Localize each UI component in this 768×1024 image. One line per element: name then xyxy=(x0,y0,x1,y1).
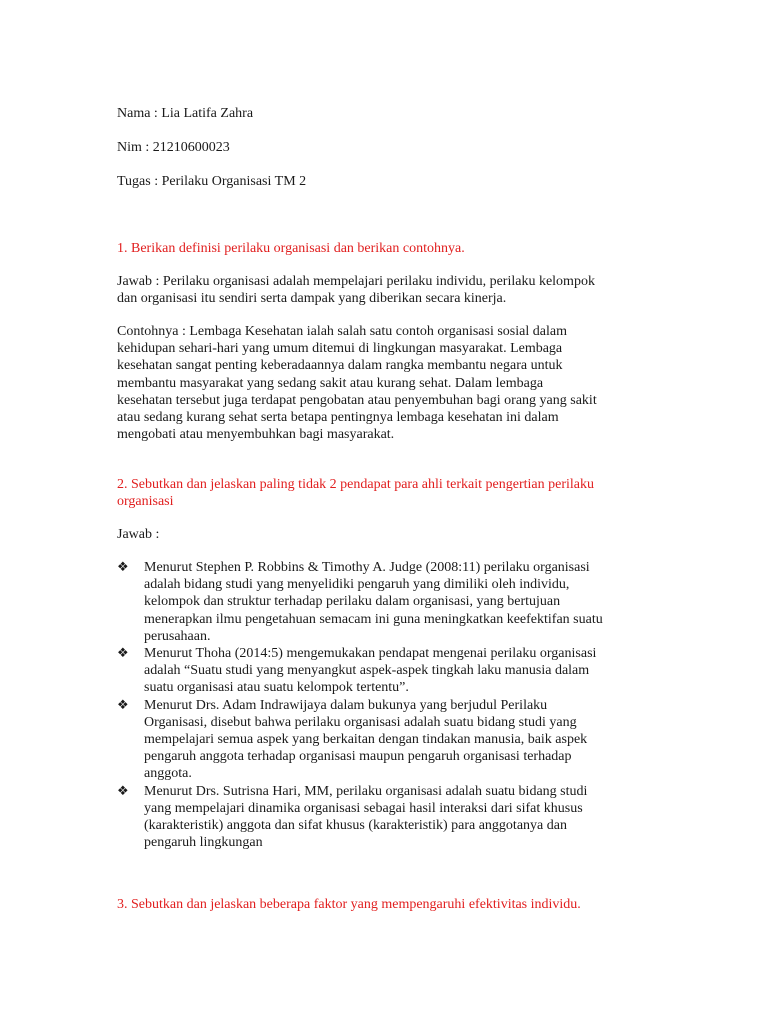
example-1 xyxy=(117,323,657,443)
list-item-line: Menurut Stephen P. Robbins & Timothy A. Judge (2008:11) perilaku organisasi xyxy=(144,560,590,575)
example-1-line: Contohnya : Lembaga Kesehatan ialah salah satu contoh organisasi sosial dalam xyxy=(117,324,567,339)
diamond-bullet-icon: ❖ xyxy=(117,646,129,662)
question-2-line: organisasi xyxy=(117,494,174,510)
answer-2-label: Jawab : xyxy=(117,527,160,542)
answer-1 xyxy=(117,273,657,307)
question-3: 3. Sebutkan dan jelaskan beberapa faktor yang mempengaruhi efektivitas individu. xyxy=(117,897,581,912)
list-item xyxy=(117,697,657,783)
list-item-line: Organisasi, disebut bahwa perilaku organisasi adalah suatu bidang studi yang xyxy=(144,714,577,730)
diamond-bullet-icon: ❖ xyxy=(117,783,129,799)
expert-opinion-list xyxy=(117,559,657,851)
list-item xyxy=(117,559,657,645)
list-item-line: yang mempelajari dinamika organisasi sebagai hasil interaksi dari sifat khusus xyxy=(144,800,583,816)
question-2-line: 2. Sebutkan dan jelaskan paling tidak 2 pendapat para ahli terkait pengertian perilaku xyxy=(117,477,594,492)
list-item xyxy=(117,783,657,852)
example-1-line: atau sedang kurang sehat serta betapa pentingnya lembaga kesehatan ini dalam xyxy=(117,410,559,426)
example-1-line: kesehatan sangat penting keberadaannya dalam rangka membantu negara untuk xyxy=(117,358,563,374)
example-1-line: membantu masyarakat yang sedang sakit atau kurang sehat. Dalam lembaga xyxy=(117,375,544,391)
list-item-line: Menurut Drs. Sutrisna Hari, MM, perilaku organisasi adalah suatu bidang studi xyxy=(144,783,588,799)
list-item-line: adalah bidang studi yang menyelidiki pengaruh yang dimiliki oleh individu, xyxy=(144,577,570,593)
assignment-title: Tugas : Perilaku Organisasi TM 2 xyxy=(117,174,307,189)
list-item-line: suatu organisasi atau suatu kelompok tertentu”. xyxy=(144,680,409,696)
example-1-line: kesehatan tersebut juga terdapat pengobatan atau penyembuhan bagi orang yang sakit xyxy=(117,392,597,408)
example-1-line: kehidupan sehari-hari yang umum ditemui di lingkungan masyarakat. Lembaga xyxy=(117,341,563,357)
list-item-line: anggota. xyxy=(144,766,192,782)
answer-1-line: dan organisasi itu sendiri serta dampak yang diberikan secara kinerja. xyxy=(117,291,507,307)
list-item-line: adalah “Suatu studi yang menyangkut aspek-aspek tingkah laku manusia dalam xyxy=(144,663,590,679)
list-item-line: Menurut Thoha (2014:5) mengemukakan pendapat mengenai perilaku organisasi xyxy=(144,646,597,662)
student-nim: Nim : 21210600023 xyxy=(117,140,230,155)
answer-1-line: Jawab : Perilaku organisasi adalah mempelajari perilaku individu, perilaku kelompok xyxy=(117,274,595,289)
list-item-line: pengaruh lingkungan xyxy=(144,835,263,851)
diamond-bullet-icon: ❖ xyxy=(117,697,129,713)
list-item-line: perusahaan. xyxy=(144,628,211,644)
list-item-line: mempelajari semua aspek yang berkaitan dengan tindakan manusia, baik aspek xyxy=(144,732,588,748)
list-item-line: kelompok dan struktur terhadap perilaku dalam organisasi, yang bertujuan xyxy=(144,594,561,610)
example-1-line: mengobati atau menyembuhkan bagi masyarakat. xyxy=(117,427,395,443)
question-2 xyxy=(117,476,657,510)
list-item-line: Menurut Drs. Adam Indrawijaya dalam bukunya yang berjudul Perilaku xyxy=(144,697,548,713)
list-item-line: pengaruh anggota terhadap organisasi maupun pengaruh organisasi terhadap xyxy=(144,749,572,765)
list-item-line: menerapkan ilmu pengetahuan semacam ini guna meningkatkan keefektifan suatu xyxy=(144,611,603,627)
student-name: Nama : Lia Latifa Zahra xyxy=(117,106,254,121)
list-item xyxy=(117,645,657,697)
diamond-bullet-icon: ❖ xyxy=(117,560,129,575)
list-item-line: (karakteristik) anggota dan sifat khusus (karakteristik) para anggotanya dan xyxy=(144,818,567,834)
question-1: 1. Berikan definisi perilaku organisasi dan berikan contohnya. xyxy=(117,241,465,256)
